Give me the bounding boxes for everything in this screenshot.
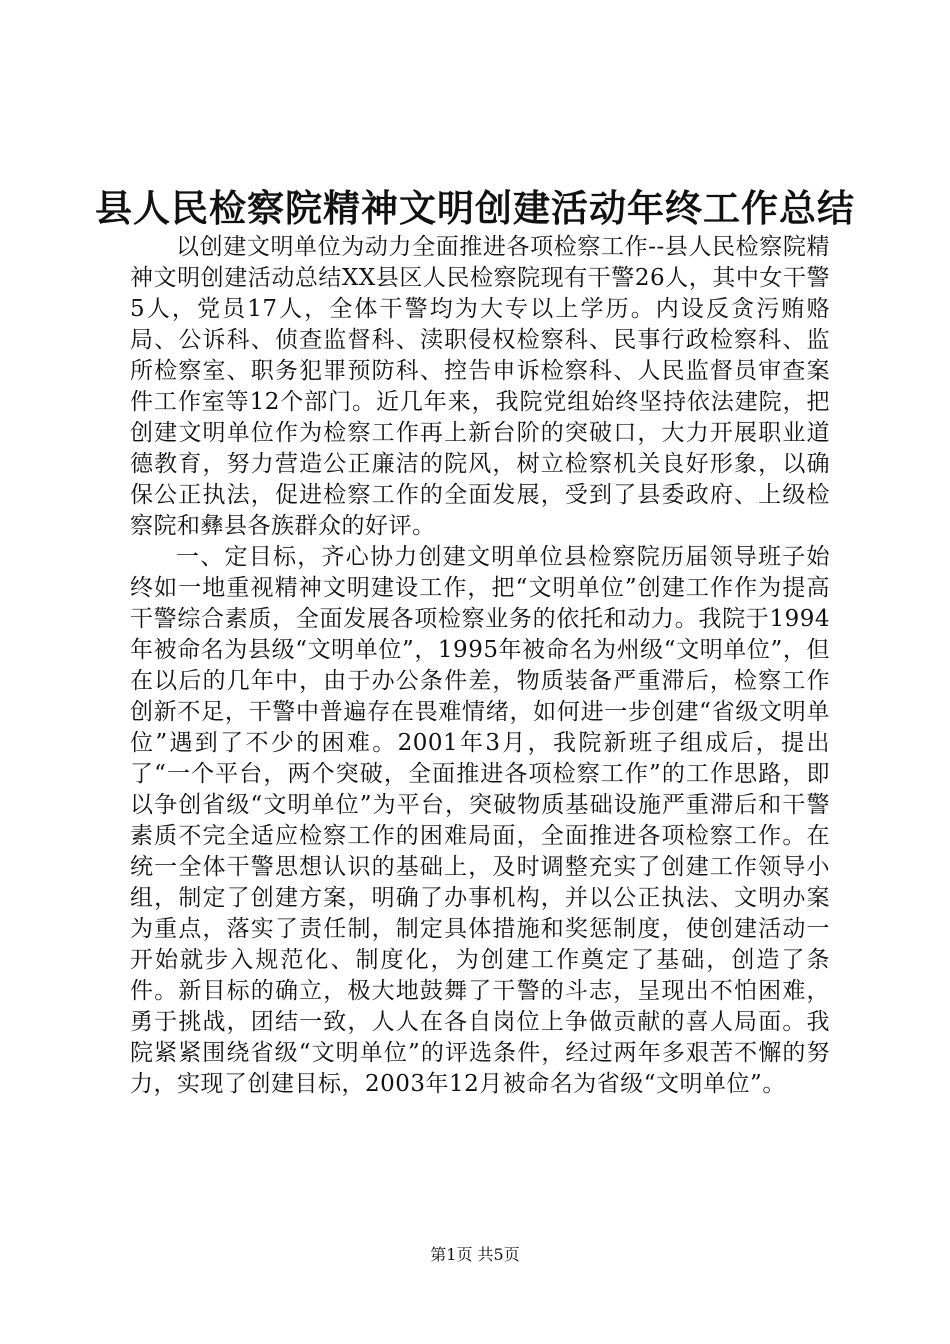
document-title: 县人民检察院精神文明创建活动年终工作总结 xyxy=(95,186,855,230)
paragraph-section-one: 一、定目标，齐心协力创建文明单位县检察院历届领导班子始终如一地重视精神文明建设工作，把“文明单位”创建工作作为提高干警综合素质，全面发展各项检察业务的依托和动力。我院于1994年被命名为县级“文明单位”，1995年被命名为州级“文明单位”，但在以后的几年中，由于办公条件差，物质装备严重滞后，检察工作创新不足，干警中普遍存在畏难情绪，如何进一步创建“省级文明单位”遇到了不少的困难。2001年3月，我院新班子组成后，提出了“一个平台，两个突破，全面推进各项检察工作”的工作思路，即以争创省级“文明单位”为平台，突破物质基础设施严重滞后和干警素质不完全适应检察工作的困难局面，全面推进各项检察工作。在统一全体干警思想认识的基础上，及时调整充实了创建工作领导小组，制定了创建方案，明确了办事机构，并以公正执法、文明办案为重点，落实了责任制，制定具体措施和奖惩制度，使创建活动一开始就步入规范化、制度化，为创建工作奠定了基础，创造了条件。新目标的确立，极大地鼓舞了干警的斗志，呈现出不怕困难，勇于挑战，团结一致，人人在各自岗位上争做贡献的喜人局面。我院紧紧围绕省级“文明单位”的评选条件，经过两年多艰苦不懈的努力，实现了创建目标，2003年12月被命名为省级“文明单位”。 xyxy=(130,544,830,1097)
document-body xyxy=(130,232,830,1100)
paragraph-intro: 以创建文明单位为动力全面推进各项检察工作--县人民检察院精神文明创建活动总结XX县区人民检察院现有干警26人，其中女干警5人，党员17人，全体干警均为大专以上学历。内设反贪污贿赂局、公诉科、侦查监督科、渎职侵权检察科、民事行政检察科、监所检察室、职务犯罪预防科、控告申诉检察科、人民监督员审查案件工作室等12个部门。近几年来，我院党组始终坚持依法建院，把创建文明单位作为检察工作再上新台阶的突破口，大力开展职业道德教育，努力营造公正廉洁的院风，树立检察机关良好形象，以确保公正执法，促进检察工作的全面发展，受到了县委政府、上级检察院和彝县各族群众的好评。 xyxy=(130,234,830,539)
page-number-footer: 第1页 共5页 xyxy=(430,1245,520,1264)
